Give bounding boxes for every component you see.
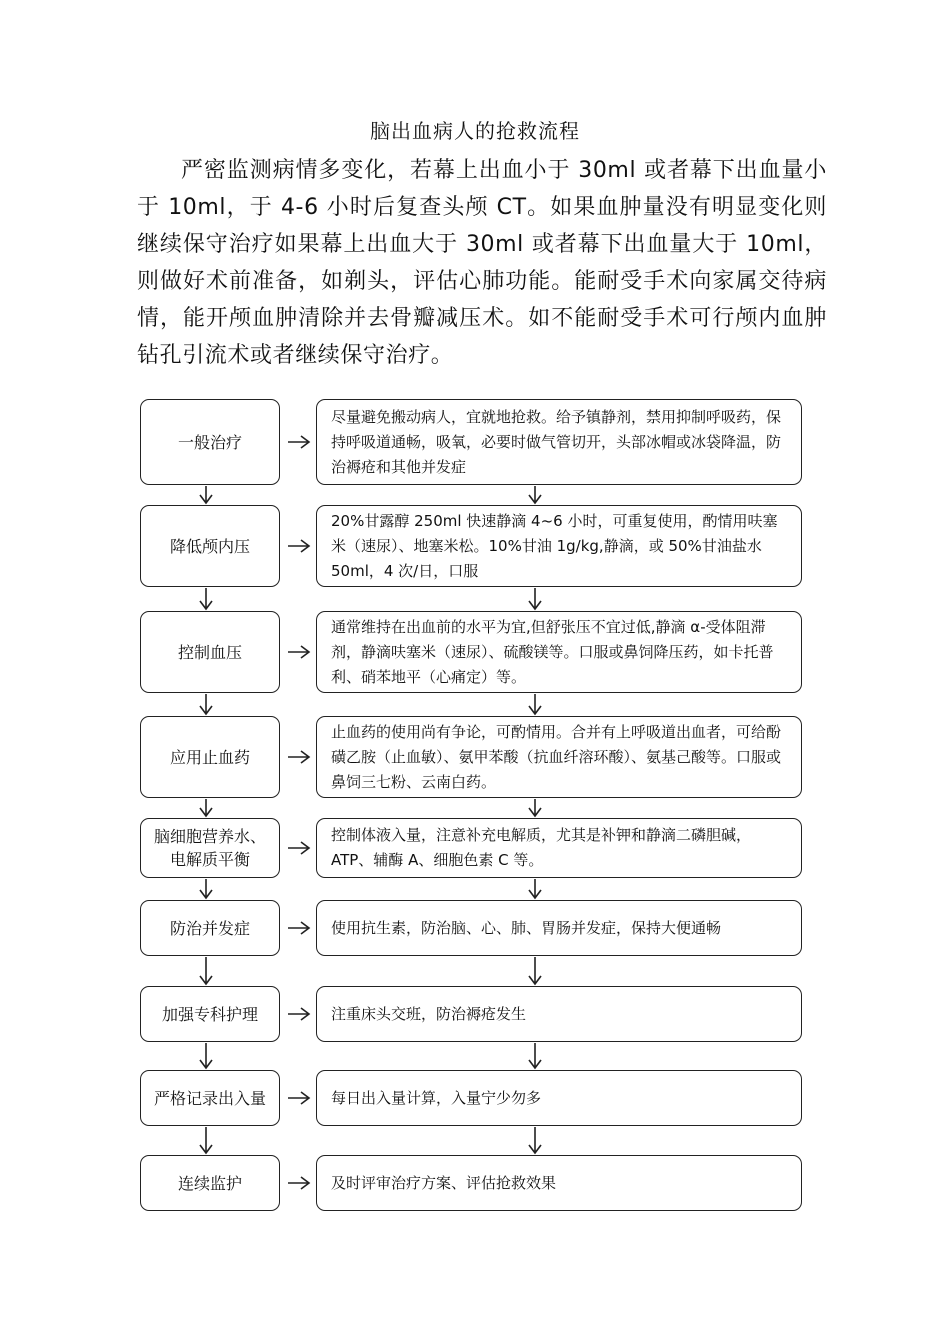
step-9-label-box: 连续监护 [140,1155,280,1211]
down-arrow-left-7 [200,1043,212,1068]
down-arrow-left-4 [200,799,212,816]
step-5-label-box: 脑细胞营养水、电解质平衡 [140,818,280,878]
step-5-detail-box: 控制体液入量，注意补充电解质，尤其是补钾和静滴二磷胆碱，ATP、辅酶 A、细胞色素 C 等。 [316,818,802,878]
down-arrow-right-4 [529,799,541,816]
down-arrow-right-6 [529,957,541,984]
right-arrow-9 [288,1177,309,1189]
step-4-detail-box: 止血药的使用尚有争论，可酌情用。合并有上呼吸道出血者，可给酚磺乙胺（止血敏）、氨甲苯酸（抗血纤溶环酸）、氨基己酸等。口服或鼻饲三七粉、云南白药。 [316,716,802,798]
step-4-label-box: 应用止血药 [140,716,280,798]
document-title: 脑出血病人的抢救流程 [370,119,580,143]
step-2-label-box: 降低颅内压 [140,505,280,587]
step-3-label-box: 控制血压 [140,611,280,693]
down-arrow-right-3 [529,694,541,714]
down-arrow-right-7 [529,1043,541,1068]
right-arrow-6 [288,922,309,934]
step-7-detail-box: 注重床头交班，防治褥疮发生 [316,986,802,1042]
down-arrow-right-2 [529,588,541,609]
step-1-label-box: 一般治疗 [140,399,280,485]
step-8-label-box: 严格记录出入量 [140,1070,280,1126]
step-9-detail-box: 及时评审治疗方案、评估抢救效果 [316,1155,802,1211]
step-1-detail-box: 尽量避免搬动病人，宜就地抢救。给予镇静剂，禁用抑制呼吸药，保持呼吸道通畅，吸氧，必要时做气管切开，头部冰帽或冰袋降温，防治褥疮和其他并发症 [316,399,802,485]
down-arrow-left-1 [200,486,212,503]
right-arrow-4 [288,751,309,763]
step-8-detail-box: 每日出入量计算，入量宁少勿多 [316,1070,802,1126]
down-arrow-left-3 [200,694,212,714]
step-7-label-box: 加强专科护理 [140,986,280,1042]
step-2-detail-box: 20%甘露醇 250ml 快速静滴 4~6 小时，可重复使用，酌情用呋塞米（速尿）、地塞米松。10%甘油 1g/kg,静滴，或 50%甘油盐水 50ml，4 次/日，口服 [316,505,802,587]
right-arrow-2 [288,540,309,552]
step-3-detail-box: 通常维持在出血前的水平为宜,但舒张压不宜过低,静滴 α-受体阻滞剂，静滴呋塞米（速尿）、硫酸镁等。口服或鼻饲降压药，如卡托普利、硝苯地平（心痛定）等。 [316,611,802,693]
down-arrow-left-8 [200,1127,212,1153]
right-arrow-7 [288,1008,309,1020]
intro-paragraph: 严密监测病情多变化，若幕上出血小于 30ml 或者幕下出血量小于 10ml，于 4-6 小时后复查头颅 CT。如果血肿量没有明显变化则继续保守治疗如果幕上出血大于 30ml 或者幕下出血量大于 10ml，则做好术前准备，如剃头，评估心肺功能。能耐受手术向家属交待病情，能开颅血肿清除并去骨瓣减压术。如不能耐受手术可行颅内血肿钻孔引流术或者继续保守治疗。 [137,158,827,368]
right-arrow-1 [288,436,309,448]
down-arrow-left-2 [200,588,212,609]
down-arrow-left-5 [200,879,212,898]
right-arrow-8 [288,1092,309,1104]
step-6-label-box: 防治并发症 [140,900,280,956]
down-arrow-right-8 [529,1127,541,1153]
down-arrow-right-5 [529,879,541,898]
step-6-detail-box: 使用抗生素，防治脑、心、肺、胃肠并发症，保持大便通畅 [316,900,802,956]
down-arrow-right-1 [529,486,541,503]
down-arrow-left-6 [200,957,212,984]
right-arrow-5 [288,842,309,854]
right-arrow-3 [288,646,309,658]
